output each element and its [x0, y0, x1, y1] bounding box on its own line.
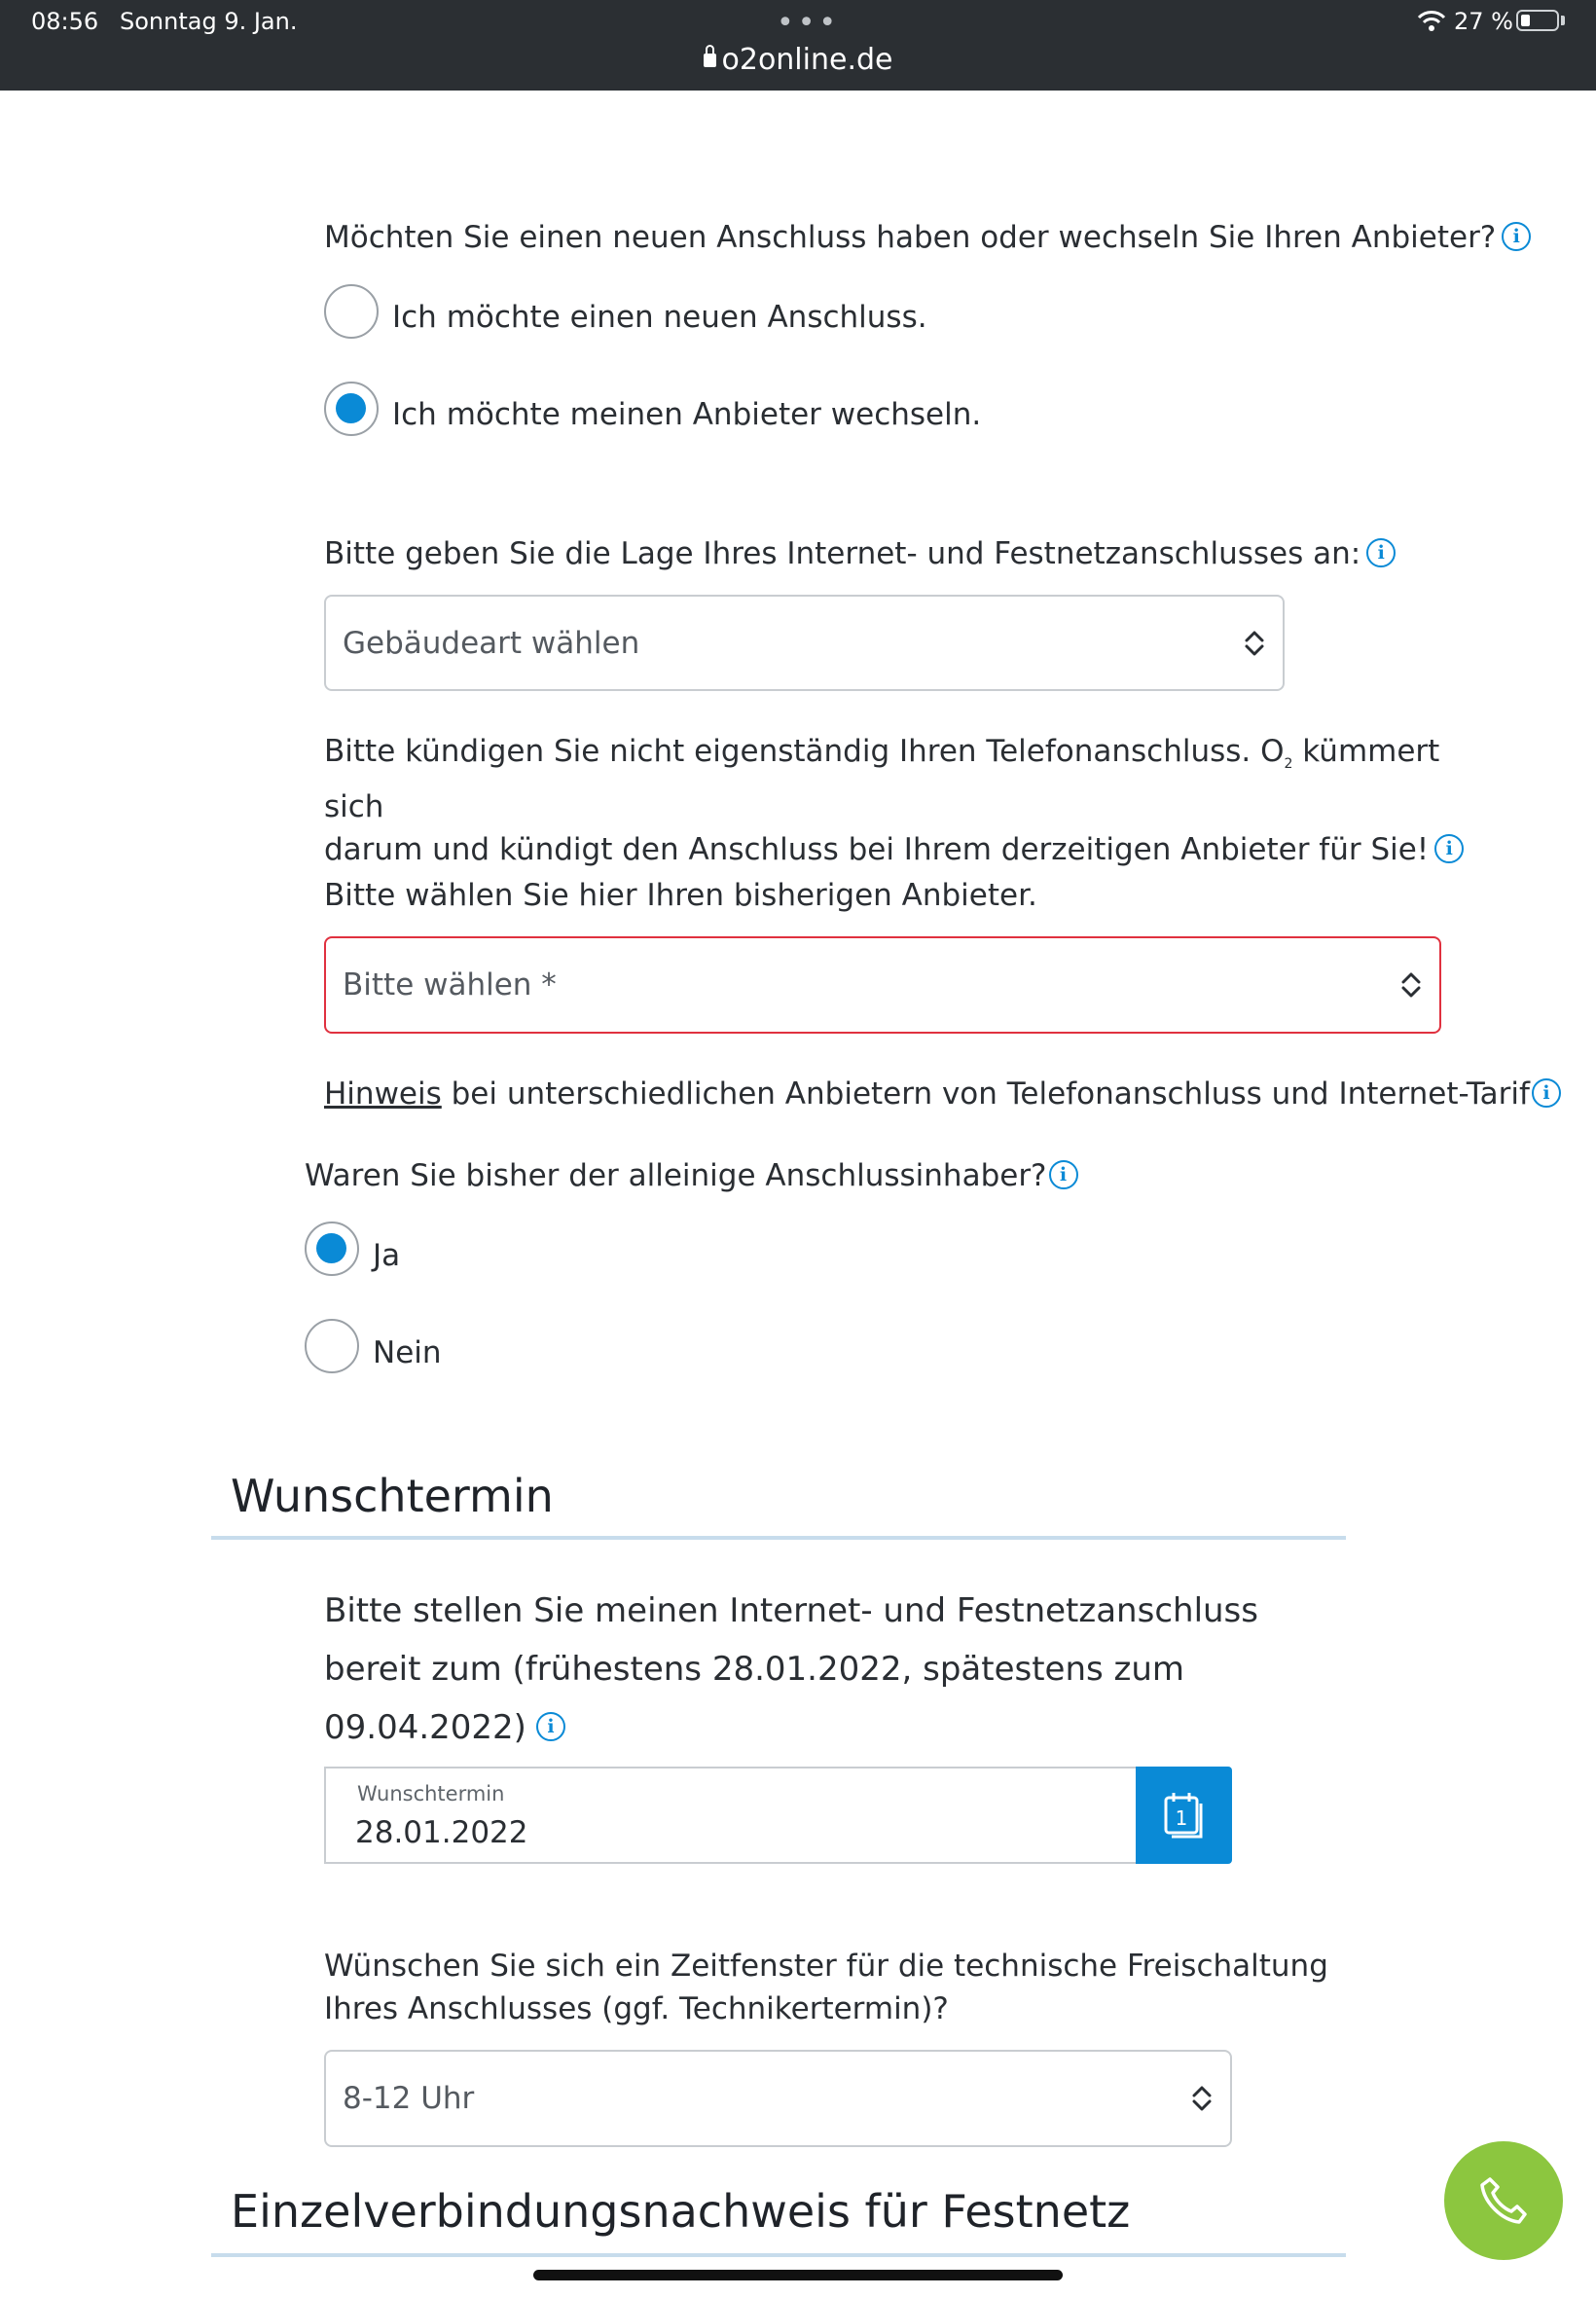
- info-icon[interactable]: i: [1532, 1078, 1561, 1108]
- building-type-select[interactable]: [324, 595, 1285, 691]
- date-field-label: Wunschtermin: [357, 1782, 505, 1805]
- call-button[interactable]: [1444, 2141, 1563, 2260]
- notice-text-1: Bitte kündigen Sie nicht eigenständig Ihren Telefonanschluss. O: [324, 734, 1285, 769]
- radio-switch-provider-label: Ich möchte meinen Anbieter wechseln.: [392, 397, 982, 432]
- info-icon[interactable]: i: [1049, 1160, 1078, 1189]
- battery-percent: 27 %: [1454, 8, 1513, 35]
- radio-new-connection[interactable]: [324, 284, 379, 339]
- date-field-value: 28.01.2022: [355, 1815, 528, 1850]
- wunschtermin-text-2: bereit zum (frühestens 28.01.2022, spätestens zum: [324, 1650, 1185, 1689]
- notice-subscript: 2: [1284, 756, 1293, 773]
- date-field[interactable]: [324, 1767, 1136, 1864]
- location-question-text: Bitte geben Sie die Lage Ihres Internet- und Festnetzanschlusses an:: [324, 536, 1361, 571]
- info-icon[interactable]: i: [536, 1712, 565, 1741]
- holder-question: [305, 1154, 1078, 1197]
- radio-holder-no-label: Nein: [373, 1335, 442, 1370]
- status-date: Sonntag 9. Jan.: [120, 8, 298, 35]
- radio-holder-yes[interactable]: [305, 1221, 359, 1276]
- status-time: 08:56: [31, 8, 99, 35]
- section-divider: [211, 2253, 1346, 2257]
- battery-icon: [1516, 10, 1559, 31]
- notice-text-2: kümmert sich: [324, 734, 1440, 825]
- info-icon[interactable]: i: [1502, 222, 1531, 251]
- timeslot-question-1: Wünschen Sie sich ein Zeitfenster für die technische Freischaltung: [324, 1949, 1328, 1984]
- calendar-button[interactable]: [1136, 1767, 1232, 1864]
- status-bar: [0, 0, 1596, 91]
- radio-holder-no[interactable]: [305, 1319, 359, 1373]
- section-divider: [211, 1536, 1346, 1540]
- info-icon[interactable]: i: [1434, 834, 1464, 863]
- holder-question-text: Waren Sie bisher der alleinige Anschlussinhaber?: [305, 1158, 1047, 1193]
- section-title-einzelverbindungsnachweis: Einzelverbindungsnachweis für Festnetz: [231, 2185, 1131, 2238]
- cancellation-notice: [324, 730, 1472, 871]
- location-question: [324, 532, 1396, 575]
- wifi-icon: [1417, 10, 1446, 33]
- building-type-value: Gebäudeart wählen: [343, 625, 640, 661]
- chevron-updown-icon: [1400, 971, 1422, 999]
- timeslot-select[interactable]: [324, 2050, 1232, 2147]
- previous-provider-value: Bitte wählen *: [343, 967, 557, 1003]
- wunschtermin-text-3: 09.04.2022): [324, 1708, 526, 1747]
- calendar-icon: [1162, 1790, 1207, 1841]
- connection-question: [324, 216, 1531, 259]
- hint-text: bei unterschiedlichen Anbietern von Telefonanschluss und Internet-Tarif: [441, 1076, 1530, 1112]
- lock-icon: [704, 54, 716, 67]
- wunschtermin-text-1: Bitte stellen Sie meinen Internet- und Festnetzanschluss: [324, 1591, 1258, 1630]
- provider-hint: [324, 1073, 1561, 1115]
- radio-new-connection-label: Ich möchte einen neuen Anschluss.: [392, 300, 927, 335]
- radio-holder-yes-label: Ja: [373, 1238, 401, 1273]
- wunschtermin-text: [324, 1582, 1258, 1757]
- more-dots-icon[interactable]: •••: [777, 6, 841, 40]
- provider-question: Bitte wählen Sie hier Ihren bisherigen Anbieter.: [324, 878, 1037, 913]
- battery-nub: [1561, 16, 1565, 25]
- previous-provider-select[interactable]: [324, 936, 1441, 1034]
- timeslot-question-2: Ihres Anschlusses (ggf. Technikertermin)?: [324, 1991, 949, 2026]
- url-text: o2online.de: [721, 43, 893, 77]
- notice-text-3: darum und kündigt den Anschluss bei Ihrem derzeitigen Anbieter für Sie!: [324, 832, 1430, 868]
- chevron-updown-icon: [1244, 630, 1265, 657]
- chevron-updown-icon: [1191, 2085, 1213, 2112]
- address-bar[interactable]: [681, 43, 915, 77]
- info-icon[interactable]: i: [1366, 538, 1396, 567]
- timeslot-value: 8-12 Uhr: [343, 2081, 475, 2116]
- phone-icon: [1476, 2173, 1531, 2228]
- connection-question-text: Möchten Sie einen neuen Anschluss haben oder wechseln Sie Ihren Anbieter?: [324, 220, 1497, 255]
- calendar-day-text: 1: [1175, 1806, 1188, 1830]
- hint-link[interactable]: Hinweis: [324, 1076, 442, 1112]
- timeslot-question: [324, 1945, 1328, 2030]
- home-indicator[interactable]: [533, 2270, 1063, 2280]
- radio-switch-provider[interactable]: [324, 382, 379, 436]
- section-title-wunschtermin: Wunschtermin: [231, 1470, 554, 1522]
